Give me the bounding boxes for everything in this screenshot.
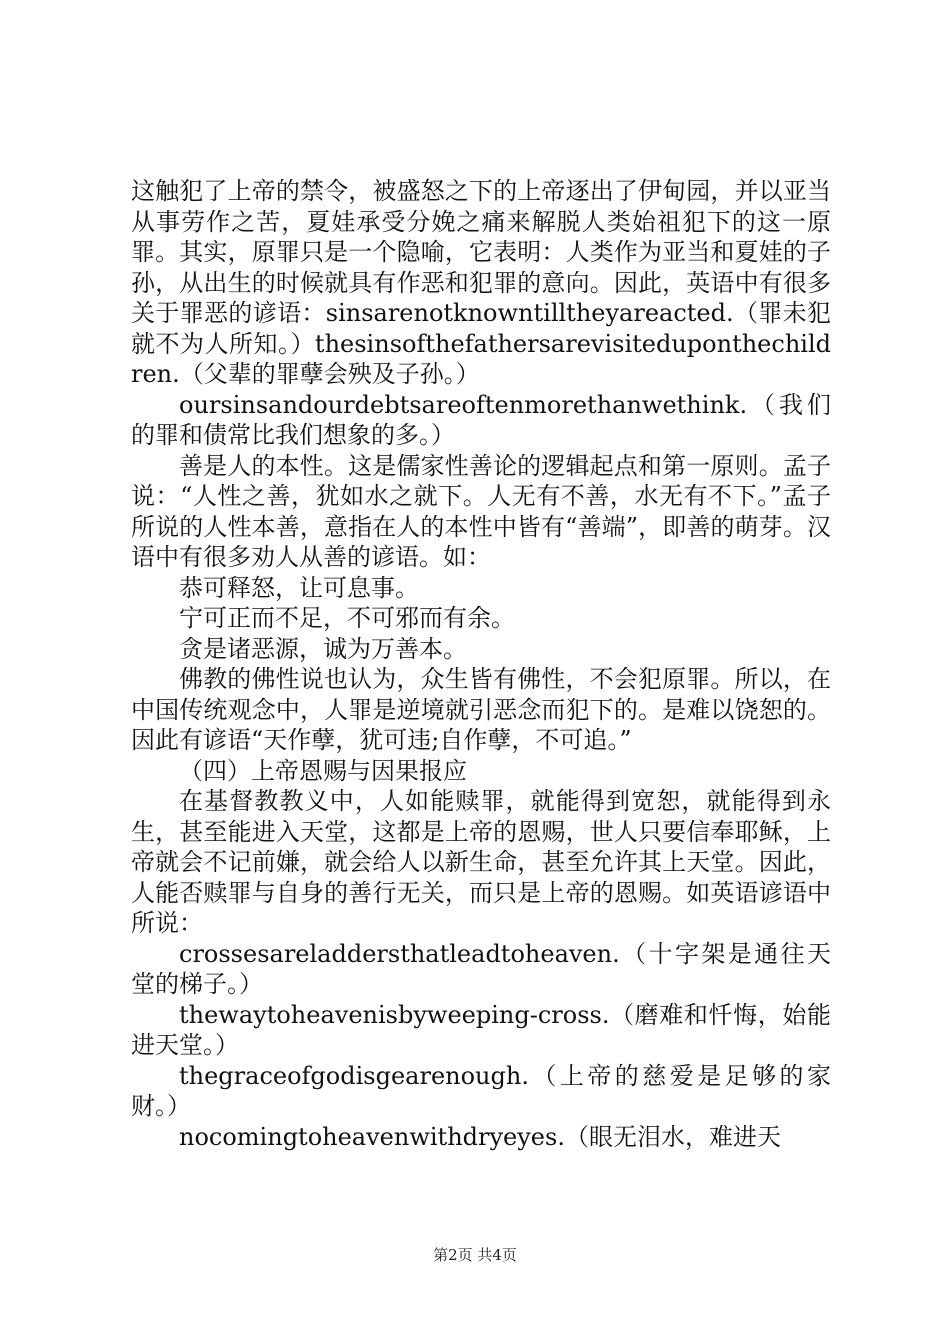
proverb-way-to-heaven: thewaytoheavenisbyweeping-cross.（磨难和忏悔，始能进天堂。） bbox=[131, 1000, 831, 1059]
section-heading: （四）上帝恩赐与因果报应 bbox=[179, 756, 467, 785]
paragraph-human-nature-good: 善是人的本性。这是儒家性善论的逻辑起点和第一原则。孟子说：“人性之善，犹如水之就下。人无有不善，水无有不下。”孟子所说的人性本善，意指在人的本性中皆有“善端”，即善的萌芽。汉语中有很多劝人从善的谚语。如： bbox=[131, 451, 831, 571]
proverb-crosses: crossesareladdersthatleadtoheaven.（十字架是通往天堂的梯子。） bbox=[131, 939, 831, 998]
proverb-dry-eyes: nocomingtoheavenwithdryeyes.（眼无泪水，难进天 bbox=[179, 1122, 781, 1151]
proverb-grace-of-god: thegraceofgodisgearenough.（上帝的慈爱是足够的家财。） bbox=[131, 1061, 831, 1120]
document-body bbox=[131, 176, 831, 1152]
proverb-upright: 宁可正而不足，不可邪而有余。 bbox=[179, 604, 515, 632]
proverb-sins-and-debts: oursinsandourdebtsareoftenmorethanwethink.（我们的罪和债常比我们想象的多。） bbox=[131, 390, 831, 449]
paragraph-christian-grace: 在基督教教义中，人如能赎罪，就能得到宽恕，就能得到永生，甚至能进入天堂，这都是上帝的恩赐，世人只要信奉耶稣，上帝就会不记前嫌，就会给人以新生命，甚至允许其上天堂。因此，人能否赎罪与自身的善行无关，而只是上帝的恩赐。如英语谚语中所说： bbox=[131, 787, 831, 937]
paragraph-buddhism: 佛教的佛性说也认为，众生皆有佛性，不会犯原罪。所以，在中国传统观念中，人罪是逆境就引恶念而犯下的。是难以饶恕的。因此有谚语“天作孽，犹可违;自作孽，不可追。” bbox=[131, 665, 831, 754]
page-number: 第2页 共4页 bbox=[433, 1246, 517, 1264]
paragraph-original-sin: 这触犯了上帝的禁令，被盛怒之下的上帝逐出了伊甸园，并以亚当从事劳作之苦，夏娃承受分娩之痛来解脱人类始祖犯下的这一原罪。其实，原罪只是一个隐喻，它表明：人类作为亚当和夏娃的子孙，从出生的时候就具有作恶和犯罪的意向。因此，英语中有很多关于罪恶的谚语：sinsarenotknowntilltheyareacted.（罪未犯就不为人所知。）thesinsofthefathersarevisiteduponthechildren.（父辈的罪孽会殃及子孙。） bbox=[131, 177, 831, 388]
proverb-respect: 恭可释怒，让可息事。 bbox=[179, 573, 419, 602]
proverb-greed: 贪是诸恶源，诚为万善本。 bbox=[179, 634, 467, 663]
